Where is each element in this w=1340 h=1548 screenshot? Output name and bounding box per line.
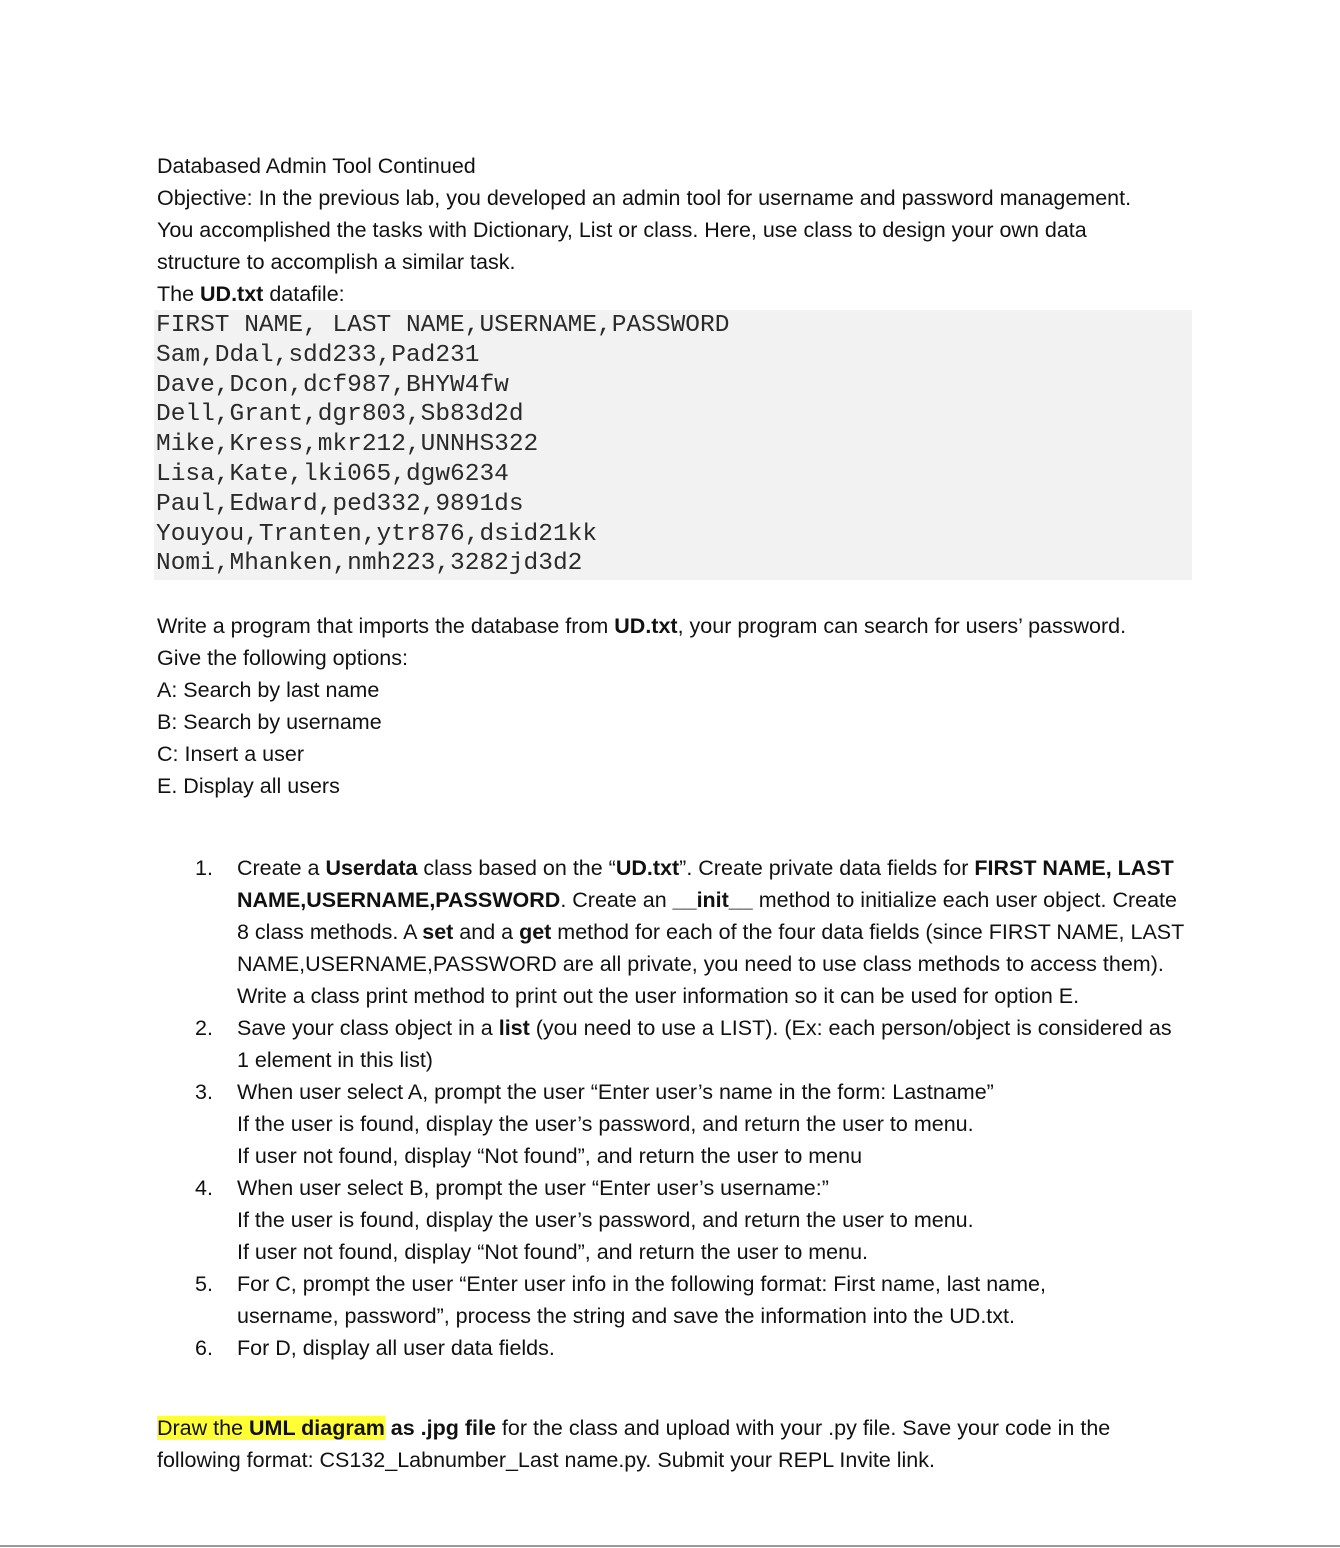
option-e: E. Display all users [157, 774, 340, 799]
objective-line-1: Objective: In the previous lab, you developed an admin tool for username and password management. [157, 186, 1132, 210]
text: Write a class print method to print out the user information so it can be used for option E. [237, 984, 1080, 1009]
task-number: 5. [195, 1272, 213, 1297]
datafile-record: Sam,Ddal,sdd233,Pad231 [156, 341, 480, 369]
bold-text: __init__ [672, 888, 753, 913]
text: When user select A, prompt the user “Enter user’s name in the form: Lastname” [237, 1080, 994, 1105]
bold-text: Userdata [325, 856, 418, 881]
text: For C, prompt the user “Enter user info in the following format: First name, last name, [237, 1272, 1046, 1297]
option-b: B: Search by username [157, 710, 382, 735]
program-intro-line-2: Give the following options: [157, 646, 408, 671]
option-c: C: Insert a user [157, 742, 304, 767]
bold-text: FIRST NAME, LAST [974, 856, 1174, 881]
text: Save your class object in a [237, 1016, 499, 1041]
bold-text: set [422, 920, 454, 945]
task-number: 4. [195, 1176, 213, 1201]
datafile-record: Mike,Kress,mkr212,UNNHS322 [156, 431, 539, 459]
datafile-intro-post: datafile: [263, 282, 345, 306]
document-page [157, 150, 1190, 1476]
datafile-record: Paul,Edward,ped332,9891ds [156, 490, 524, 518]
objective-line-2: You accomplished the tasks with Dictionary, List or class. Here, use class to design your own data [157, 218, 1087, 242]
program-intro-line-1 [157, 610, 1190, 642]
text: 8 class methods. A [237, 920, 423, 945]
text: ”. Create private data fields for [679, 856, 975, 881]
final-instruction-line-2: following format: CS132_Labnumber_Last name.py. Submit your REPL Invite link. [157, 1448, 935, 1473]
text: method to initialize each user object. Create [752, 888, 1177, 913]
text: If the user is found, display the user’s password, and return the user to menu. [237, 1112, 974, 1137]
task-item-6 [157, 1332, 1190, 1364]
datafile-record: Lisa,Kate,lki065,dgw6234 [156, 460, 509, 488]
bold-text: list [498, 1016, 530, 1041]
text: method for each of the four data fields (since FIRST NAME, LAST [551, 920, 1185, 945]
option-a: A: Search by last name [157, 678, 380, 703]
datafile-intro-pre: The [157, 282, 201, 306]
task-number: 2. [195, 1016, 213, 1041]
text: and a [453, 920, 520, 945]
task-list [157, 852, 1190, 1364]
program-intro-pre: Write a program that imports the database from [157, 614, 615, 639]
text: class based on the “ [417, 856, 616, 881]
text: If user not found, display “Not found”, and return the user to menu [237, 1144, 863, 1169]
datafile-intro [157, 278, 1190, 310]
text: (you need to use a LIST). (Ex: each person/object is considered as [529, 1016, 1172, 1041]
task-number: 3. [195, 1080, 213, 1105]
text: If user not found, display “Not found”, and return the user to menu. [237, 1240, 869, 1265]
datafile-code-block [154, 310, 1192, 580]
task-item-4 [157, 1172, 1190, 1268]
final-instruction-line-1 [157, 1412, 1190, 1444]
text: username, password”, process the string and save the information into the UD.txt. [237, 1304, 1015, 1329]
bold-text: as .jpg file [384, 1416, 496, 1441]
datafile-record: Dell,Grant,dgr803,Sb83d2d [156, 401, 524, 429]
page-title: Databased Admin Tool Continued [157, 154, 476, 178]
bold-text: NAME,USERNAME,PASSWORD [237, 888, 561, 913]
highlighted-bold-text: UML diagram [249, 1416, 385, 1441]
text: . Create an [560, 888, 673, 913]
highlighted-text: Draw the [157, 1416, 250, 1441]
datafile-record: Youyou,Tranten,ytr876,dsid21kk [156, 520, 598, 548]
text: NAME,USERNAME,PASSWORD are all private, you need to use class methods to access them). [237, 952, 1164, 977]
datafile-header-line: FIRST NAME, LAST NAME,USERNAME,PASSWORD [156, 312, 730, 339]
task-number: 6. [195, 1336, 213, 1361]
text: for the class and upload with your .py file. Save your code in the [495, 1416, 1111, 1441]
datafile-record: Dave,Dcon,dcf987,BHYW4fw [156, 371, 509, 399]
program-intro-post: , your program can search for users’ password. [677, 614, 1127, 639]
task-number: 1. [195, 856, 213, 881]
datafile-name: UD.txt [200, 282, 264, 306]
text: 1 element in this list) [237, 1048, 433, 1073]
bold-text: get [519, 920, 552, 945]
datafile-record: Nomi,Mhanken,nmh223,3282jd3d2 [156, 550, 583, 578]
task-item-2 [157, 1012, 1190, 1076]
text: When user select B, prompt the user “Enter user’s username:” [237, 1176, 829, 1201]
bold-text: UD.txt [615, 856, 680, 881]
page-bottom-divider [0, 1545, 1340, 1547]
objective-line-3: structure to accomplish a similar task. [157, 250, 516, 274]
text: If the user is found, display the user’s password, and return the user to menu. [237, 1208, 974, 1233]
program-intro-file: UD.txt [614, 614, 678, 639]
text: For D, display all user data fields. [237, 1336, 555, 1361]
task-item-3 [157, 1076, 1190, 1172]
text: Create a [237, 856, 326, 881]
task-item-5 [157, 1268, 1190, 1332]
task-item-1 [157, 852, 1190, 1012]
